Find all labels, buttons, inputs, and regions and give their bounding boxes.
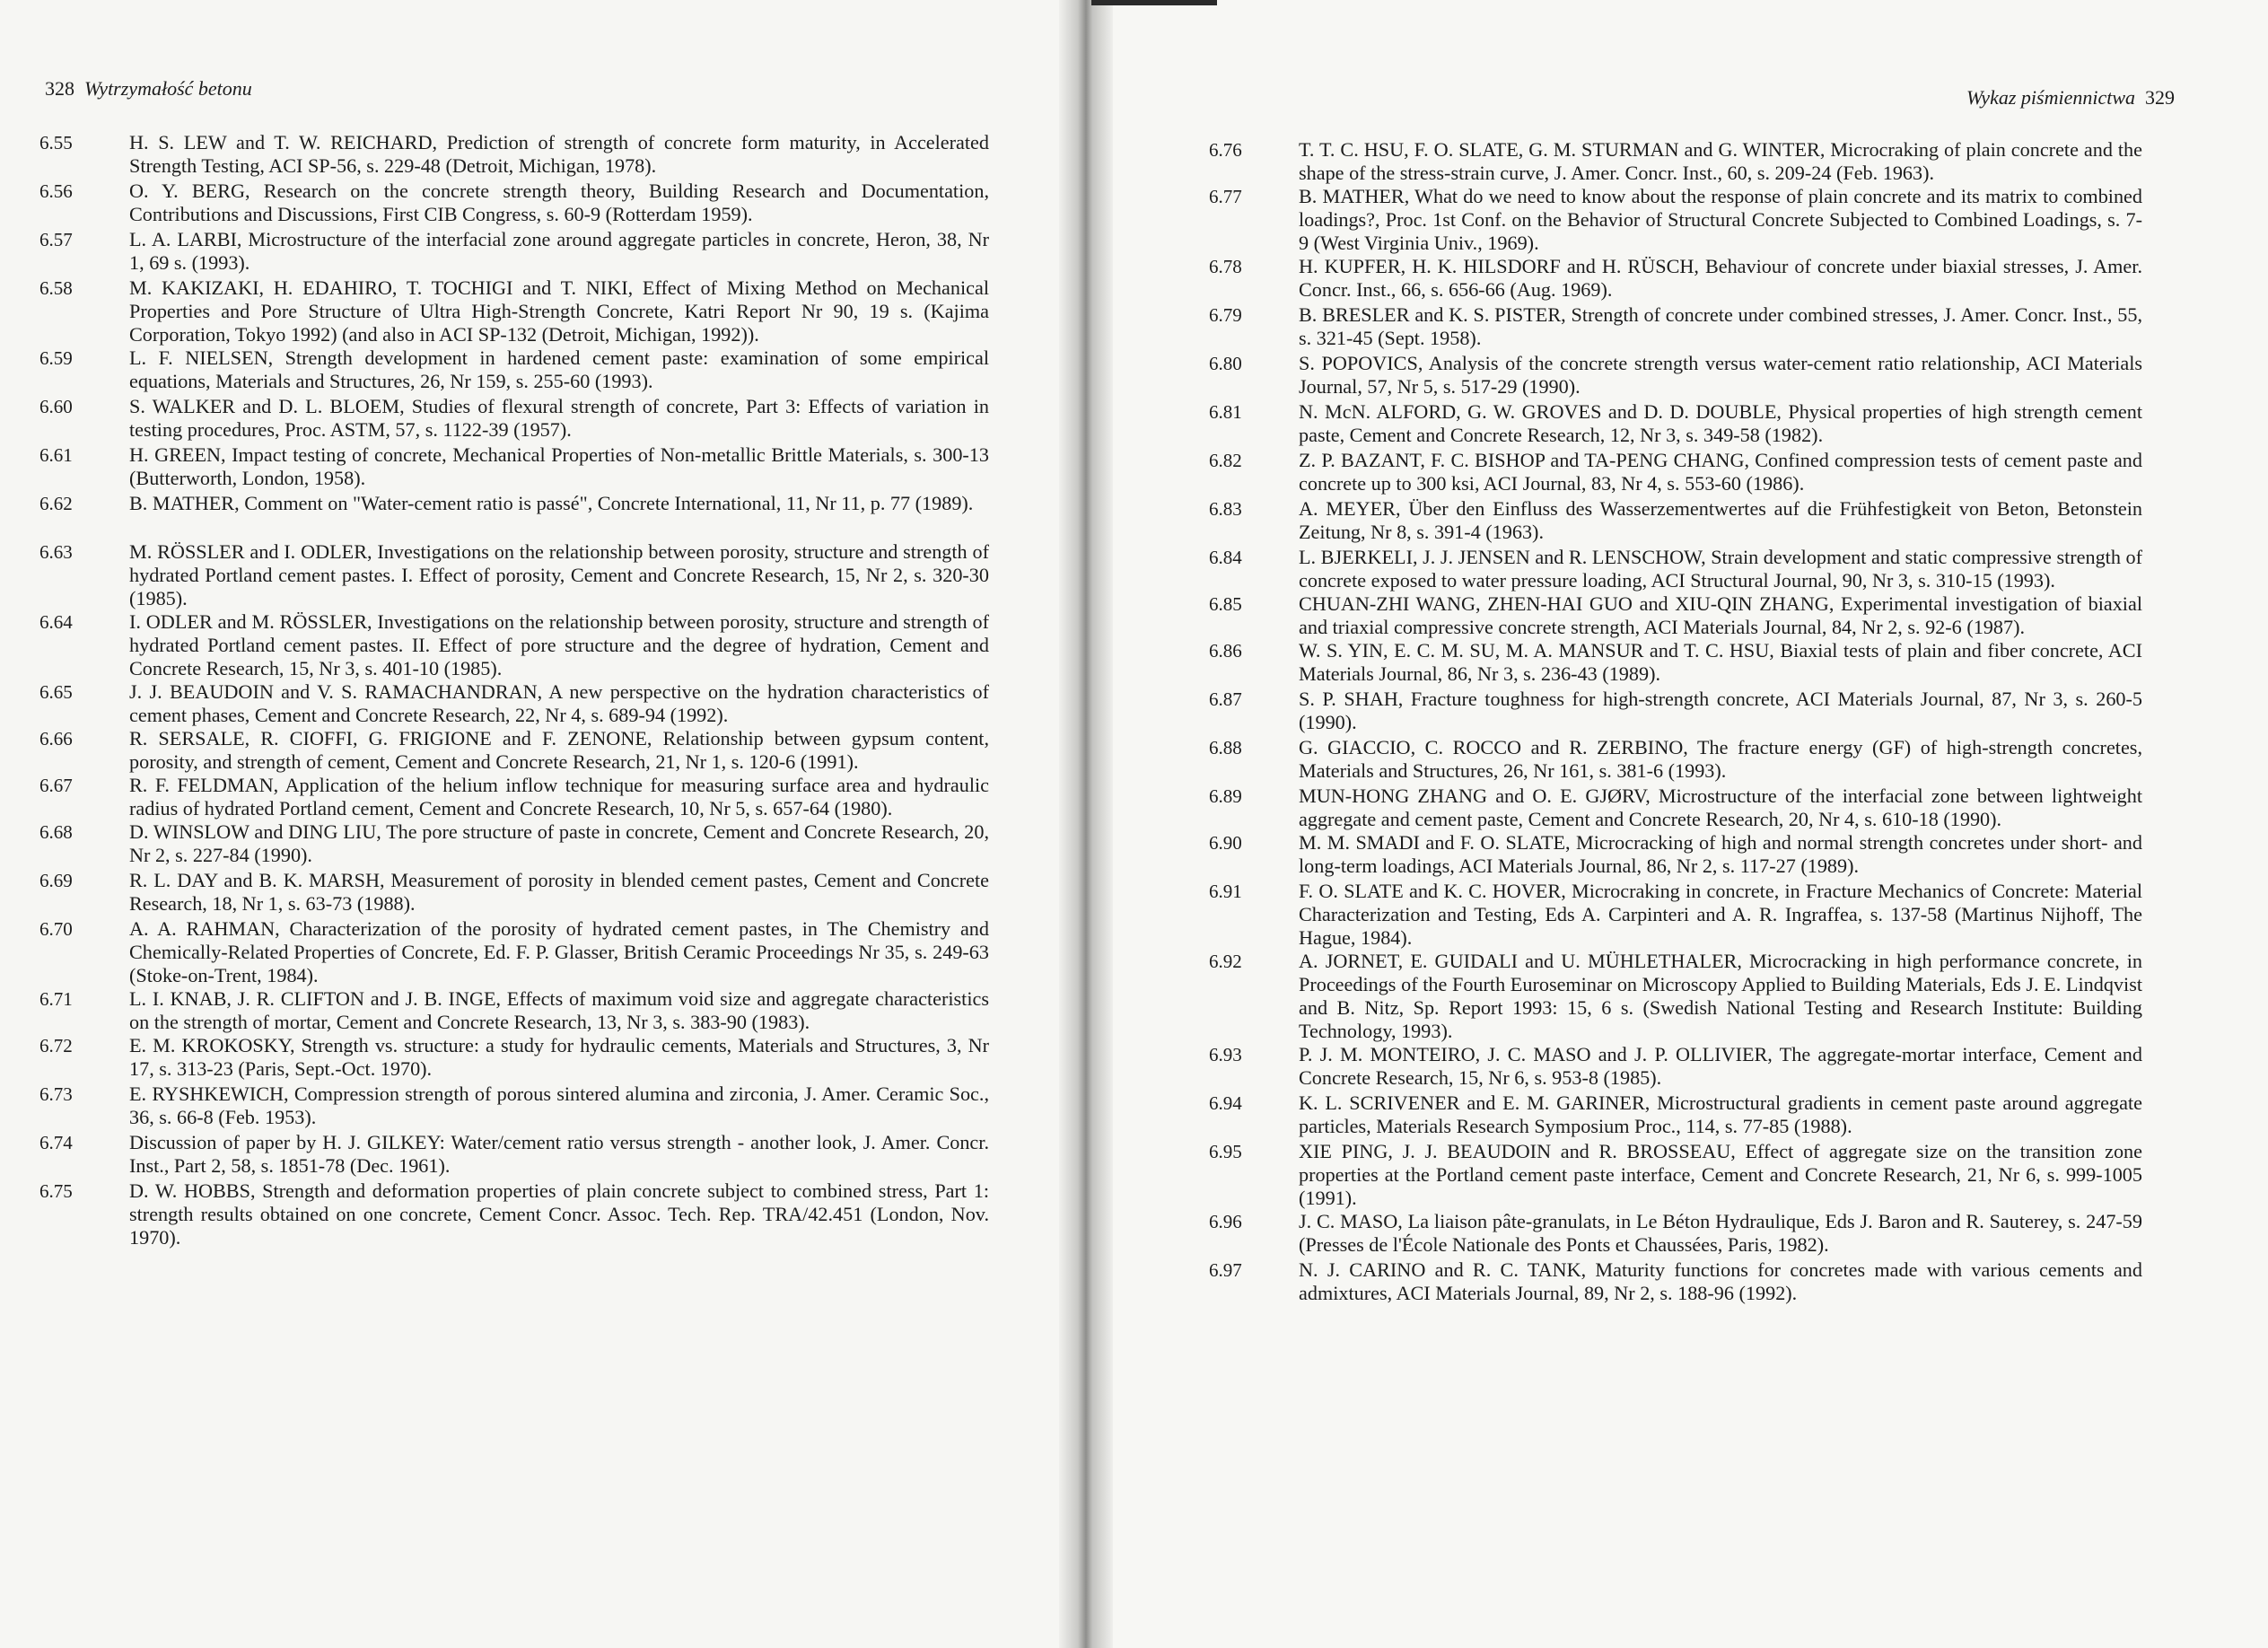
reference-number: 6.68 [39,821,73,843]
reference-item [1209,303,2142,352]
reference-number: 6.70 [39,918,73,940]
reference-number: 6.77 [1209,186,1242,207]
reference-text: G. GIACCIO, C. ROCCO and R. ZERBINO, The fracture energy (GF) of high-strength concretes, Materials and Structures, 26, Nr 161, s. 381-6 (1993). [1299,736,2142,782]
reference-item [1209,1258,2142,1307]
left-reference-list [39,131,989,1249]
reference-number: 6.67 [39,775,73,796]
reference-text: L. BJERKELI, J. J. JENSEN and R. LENSCHOW, Strain development and static compressive strength of concrete exposed to water pressure loading, ACI Structural Journal, 90, Nr 3, s. 310-15 (1993). [1299,546,2142,592]
reference-text: N. McN. ALFORD, G. W. GROVES and D. D. DOUBLE, Physical properties of high strength cement paste, Cement and Concrete Research, 12, Nr 3, s. 349-58 (1982). [1299,400,2142,446]
scan-edge-mark [1091,0,1217,5]
reference-number: 6.58 [39,277,73,299]
reference-text: E. M. KROKOSKY, Strength vs. structure: a study for hydraulic cements, Materials and Structures, 3, Nr 17, s. 313-23 (Paris, Sept.-Oct. 1970). [129,1034,989,1080]
reference-number: 6.73 [39,1083,73,1105]
reference-text: O. Y. BERG, Research on the concrete strength theory, Building Research and Documentation, Contributions and Discussions, First CIB Congress, s. 60-9 (Rotterdam 1959). [129,180,989,225]
reference-item [39,727,989,774]
reference-text: S. WALKER and D. L. BLOEM, Studies of flexural strength of concrete, Part 3: Effects of variation in testing procedures, Proc. ASTM, 57, s. 1122-39 (1957). [129,395,989,441]
reference-text: L. I. KNAB, J. R. CLIFTON and J. B. INGE, Effects of maximum void size and aggregate characteristics on the strength of mortar, Cement and Concrete Research, 13, Nr 3, s. 383-90 (1983). [129,987,989,1033]
reference-text: B. MATHER, What do we need to know about the response of plain concrete and its matrix to combined loadings?, Proc. 1st Conf. on the Behavior of Structural Concrete Subjected to Combined Loadings, s. 7-9 (West Virginia Univ., 1969). [1299,185,2142,254]
reference-number: 6.61 [39,444,73,466]
reference-item [1209,736,2142,785]
reference-number: 6.90 [1209,832,1242,854]
reference-text: D. WINSLOW and DING LIU, The pore structure of paste in concrete, Cement and Concrete Research, 20, Nr 2, s. 227-84 (1990). [129,820,989,866]
reference-text: J. J. BEAUDOIN and V. S. RAMACHANDRAN, A new perspective on the hydration characteristics of cement phases, Cement and Concrete Research, 22, Nr 4, s. 689-94 (1992). [129,680,989,726]
reference-item [39,1131,989,1179]
right-page-number: 329 [2145,86,2175,109]
reference-item [39,1179,989,1249]
reference-item [39,180,989,228]
reference-item [39,540,989,610]
right-reference-list [1209,138,2142,1307]
reference-item [39,917,989,987]
reference-text: A. A. RAHMAN, Characterization of the porosity of hydrated cement pastes, in The Chemistry and Chemically-Related Properties of Concrete, Ed. F. P. Glasser, British Ceramic Proceedings Nr 35, s. 249-63 (Stoke-on-Trent, 1984). [129,917,989,986]
reference-text: P. J. M. MONTEIRO, J. C. MASO and J. P. OLLIVIER, The aggregate-mortar interface, Cement and Concrete Research, 15, Nr 6, s. 953-8 (1985). [1299,1043,2142,1089]
reference-text: I. ODLER and M. RÖSSLER, Investigations on the relationship between porosity, structure and strength of hydrated Portland cement pastes. II. Effect of pore structure and the degree of hydration, Cement and Concrete Research, 15, Nr 3, s. 401-10 (1985). [129,610,989,679]
reference-item [1209,1140,2142,1210]
reference-text: J. C. MASO, La liaison pâte-granulats, in Le Béton Hydraulique, Eds J. Baron and R. Sauterey, s. 247-59 (Presses de l'École Nationale des Ponts et Chaussées, Paris, 1982). [1299,1210,2142,1256]
reference-number: 6.74 [39,1132,73,1153]
reference-item [1209,1043,2142,1091]
reference-item [39,395,989,443]
reference-text: H. KUPFER, H. K. HILSDORF and H. RÜSCH, Behaviour of concrete under biaxial stresses, J. Amer. Concr. Inst., 66, s. 656-66 (Aug. 1969). [1299,255,2142,301]
reference-text: F. O. SLATE and K. C. HOVER, Microcraking in concrete, in Fracture Mechanics of Concrete: Material Characterization and Testing, Eds A. Carpinteri and A. R. Ingraffea, s. 137-58 (Martinus Nijhoff, The Hague, 1984). [1299,880,2142,949]
reference-number: 6.56 [39,180,73,202]
reference-item [39,774,989,820]
reference-number: 6.71 [39,988,73,1010]
reference-item [39,680,989,727]
reference-number: 6.57 [39,229,73,250]
reference-item [1209,880,2142,950]
reference-number: 6.72 [39,1035,73,1056]
reference-item [39,610,989,680]
reference-text: A. JORNET, E. GUIDALI and U. MÜHLETHALER, Microcracking in high performance concrete, in Proceedings of the Fourth Euroseminar on Microscopy Applied to Building Materials, Eds J. E. Lindqvist and B. Nitz, Sp. Report 1993: 15, 6 s. (Swedish National Testing and Research Institute: Building Technology, 1993). [1299,950,2142,1042]
left-page [0,0,1077,1648]
reference-item [39,228,989,276]
reference-item [39,987,989,1034]
reference-text: Discussion of paper by H. J. GILKEY: Water/cement ratio versus strength - another look, J. Amer. Concr. Inst., Part 2, 58, s. 1851-78 (Dec. 1961). [129,1131,989,1177]
reference-item [39,276,989,346]
reference-item [1209,352,2142,400]
reference-number: 6.95 [1209,1141,1242,1162]
reference-number: 6.76 [1209,139,1242,161]
reference-number: 6.82 [1209,450,1242,471]
reference-text: MUN-HONG ZHANG and O. E. GJØRV, Microstructure of the interfacial zone between lightweight aggregate and cement paste, Cement and Concrete Research, 20, Nr 4, s. 610-18 (1990). [1299,785,2142,830]
reference-item [39,869,989,917]
reference-text: S. P. SHAH, Fracture toughness for high-strength concrete, ACI Materials Journal, 87, Nr 3, s. 260-5 (1990). [1299,688,2142,733]
reference-number: 6.55 [39,132,73,153]
reference-number: 6.86 [1209,640,1242,662]
reference-item [39,346,989,395]
reference-text: L. F. NIELSEN, Strength development in hardened cement paste: examination of some empirical equations, Materials and Structures, 26, Nr 159, s. 255-60 (1993). [129,346,989,392]
reference-number: 6.83 [1209,498,1242,520]
reference-number: 6.66 [39,728,73,749]
reference-item [1209,1210,2142,1258]
reference-number: 6.79 [1209,304,1242,326]
reference-number: 6.85 [1209,593,1242,615]
reference-number: 6.60 [39,396,73,417]
reference-item [1209,138,2142,185]
reference-item [1209,400,2142,449]
reference-number: 6.96 [1209,1211,1242,1232]
reference-text: XIE PING, J. J. BEAUDOIN and R. BROSSEAU, Effect of aggregate size on the transition zone properties at the Portland cement paste interface, Cement and Concrete Research, 21, Nr 6, s. 999-1005 (1991). [1299,1140,2142,1209]
reference-text: A. MEYER, Über den Einfluss des Wasserzementwertes auf die Frühfestigkeit von Beton, Betonstein Zeitung, Nr 8, s. 391-4 (1963). [1299,497,2142,543]
left-page-number: 328 [45,77,74,100]
reference-text: T. T. C. HSU, F. O. SLATE, G. M. STURMAN and G. WINTER, Microcraking of plain concrete and the shape of the stress-strain curve, J. Amer. Concr. Inst., 60, s. 209-24 (Feb. 1963). [1299,138,2142,184]
reference-text: B. MATHER, Comment on "Water-cement ratio is passé", Concrete International, 11, Nr 11, p. 77 (1989). [129,492,974,514]
reference-number: 6.80 [1209,353,1242,374]
reference-item [39,1083,989,1131]
reference-number: 6.65 [39,681,73,703]
left-running-title: Wytrzymałość betonu [84,77,252,100]
left-running-head [45,77,252,101]
reference-number: 6.75 [39,1180,73,1202]
reference-number: 6.69 [39,870,73,891]
reference-text: E. RYSHKEWICH, Compression strength of porous sintered alumina and zirconia, J. Amer. Ceramic Soc., 36, s. 66-8 (Feb. 1953). [129,1083,989,1128]
reference-text: R. L. DAY and B. K. MARSH, Measurement of porosity in blended cement pastes, Cement and Concrete Research, 18, Nr 1, s. 63-73 (1988). [129,869,989,915]
reference-item [1209,831,2142,880]
reference-number: 6.94 [1209,1092,1242,1114]
reference-number: 6.91 [1209,881,1242,902]
reference-item [1209,449,2142,497]
reference-number: 6.63 [39,541,73,563]
reference-number: 6.78 [1209,256,1242,277]
reference-number: 6.93 [1209,1044,1242,1065]
reference-text: W. S. YIN, E. C. M. SU, M. A. MANSUR and T. C. HSU, Biaxial tests of plain and fiber concrete, ACI Materials Journal, 86, Nr 3, s. 236-43 (1989). [1299,639,2142,685]
reference-item [1209,185,2142,255]
right-running-title: Wykaz piśmiennictwa [1966,86,2135,109]
reference-item [1209,785,2142,831]
reference-item [39,443,989,492]
reference-item [39,492,989,540]
reference-text: S. POPOVICS, Analysis of the concrete strength versus water-cement ratio relationship, ACI Materials Journal, 57, Nr 5, s. 517-29 (1990). [1299,352,2142,398]
reference-text: H. S. LEW and T. W. REICHARD, Prediction of strength of concrete form maturity, in Accelerated Strength Testing, ACI SP-56, s. 229-48 (Detroit, Michigan, 1978). [129,131,989,177]
reference-item [1209,546,2142,592]
reference-text: L. A. LARBI, Microstructure of the interfacial zone around aggregate particles in concrete, Heron, 38, Nr 1, 69 s. (1993). [129,228,989,274]
reference-number: 6.81 [1209,401,1242,423]
reference-item [1209,1091,2142,1140]
reference-number: 6.97 [1209,1259,1242,1281]
reference-number: 6.89 [1209,785,1242,807]
reference-text: M. M. SMADI and F. O. SLATE, Microcracking of high and normal strength concretes under short- and long-term loadings, ACI Materials Journal, 86, Nr 2, s. 117-27 (1989). [1299,831,2142,877]
reference-text: Z. P. BAZANT, F. C. BISHOP and TA-PENG CHANG, Confined compression tests of cement paste and concrete up to 300 ksi, ACI Journal, 83, Nr 4, s. 553-60 (1986). [1299,449,2142,495]
reference-item [1209,950,2142,1043]
reference-text: N. J. CARINO and R. C. TANK, Maturity functions for concretes made with various cements and admixtures, ACI Materials Journal, 89, Nr 2, s. 188-96 (1992). [1299,1258,2142,1304]
reference-text: M. RÖSSLER and I. ODLER, Investigations on the relationship between porosity, structure and strength of hydrated Portland cement pastes. I. Effect of porosity, Cement and Concrete Research, 15, Nr 2, s. 320-30 (1985). [129,540,989,609]
reference-number: 6.84 [1209,547,1242,568]
reference-item [39,131,989,180]
reference-text: R. F. FELDMAN, Application of the helium inflow technique for measuring surface area and hydraulic radius of hydrated Portland cement, Cement and Concrete Research, 10, Nr 5, s. 657-64 (1980). [129,774,989,820]
reference-item [1209,592,2142,639]
reference-text: B. BRESLER and K. S. PISTER, Strength of concrete under combined stresses, J. Amer. Concr. Inst., 55, s. 321-45 (Sept. 1958). [1299,303,2142,349]
reference-item [39,1034,989,1083]
reference-text: CHUAN-ZHI WANG, ZHEN-HAI GUO and XIU-QIN ZHANG, Experimental investigation of biaxial and triaxial compressive concrete strength, ACI Materials Journal, 84, Nr 2, s. 92-6 (1987). [1299,592,2142,638]
reference-item [1209,497,2142,546]
reference-item [1209,688,2142,736]
reference-number: 6.62 [39,493,73,514]
reference-item [39,820,989,869]
reference-number: 6.88 [1209,737,1242,758]
reference-number: 6.59 [39,347,73,369]
reference-number: 6.64 [39,611,73,633]
book-gutter-shadow [1059,0,1113,1648]
reference-text: D. W. HOBBS, Strength and deformation properties of plain concrete subject to combined stress, Part 1: strength results obtained on one concrete, Cement Concr. Assoc. Tech. Rep. TRA/42.451 (London, Nov. 1970). [129,1179,989,1249]
right-running-head [1966,86,2175,110]
reference-text: H. GREEN, Impact testing of concrete, Mechanical Properties of Non-metallic Brittle Materials, s. 300-13 (Butterworth, London, 1958). [129,443,989,489]
reference-item [1209,255,2142,303]
reference-number: 6.92 [1209,951,1242,972]
reference-text: R. SERSALE, R. CIOFFI, G. FRIGIONE and F. ZENONE, Relationship between gypsum content, porosity, and strength of cement, Cement and Concrete Research, 21, Nr 1, s. 120-6 (1991). [129,727,989,773]
reference-text: K. L. SCRIVENER and E. M. GARINER, Microstructural gradients in cement paste around aggregate particles, Materials Research Symposium Proc., 114, s. 77-85 (1988). [1299,1091,2142,1137]
reference-text: M. KAKIZAKI, H. EDAHIRO, T. TOCHIGI and T. NIKI, Effect of Mixing Method on Mechanical Properties and Pore Structure of Ultra High-Strength Concrete, Katri Report Nr 90, 19 s. (Kajima Corporation, Tokyo 1992) (and also in ACI SP-132 (Detroit, Michigan, 1992)). [129,276,989,346]
reference-number: 6.87 [1209,688,1242,710]
reference-item [1209,639,2142,688]
